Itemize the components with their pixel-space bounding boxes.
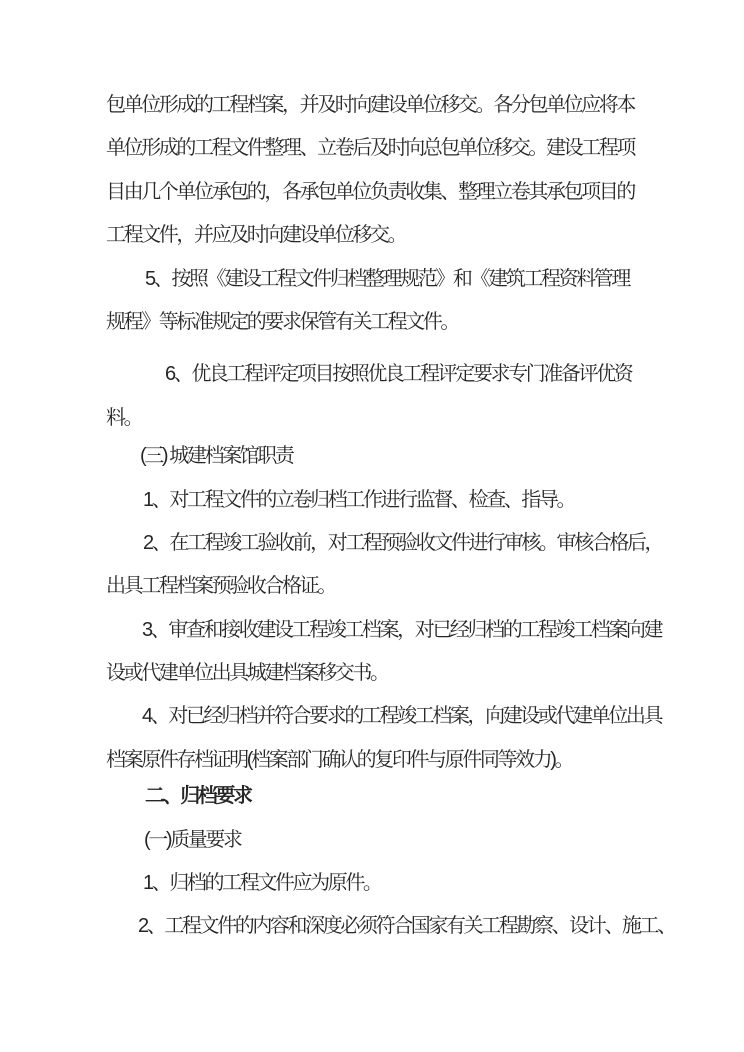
text-line: (一)质量要求 [144, 828, 241, 851]
document-text-block [106, 84, 675, 949]
text-line: 工程文件，并应及时向建设单位移交。 [106, 224, 406, 247]
text-line: 4、对已经归档并符合要求的工程竣工档案，向建设或代建单位出具 [142, 705, 662, 728]
text-line: 档案原件存档证明(档案部门确认的复印件与原件同等效力)。 [106, 748, 573, 771]
text-line: 1、对工程文件的立卷归档工作进行监督、检查、指导。 [143, 488, 575, 511]
numbered-item-6 [106, 353, 640, 440]
text-line: 2、在工程竣工验收前，对工程预验收文件进行审核。审核合格后， [143, 531, 663, 554]
numbered-item-quality-1 [106, 862, 640, 905]
text-line: 2、工程文件的内容和深度必须符合国家有关工程勘察、设计、施工、 [138, 915, 675, 938]
text-line: 1、归档的工程文件应为原件。 [143, 872, 381, 895]
numbered-item-4 [106, 695, 662, 782]
numbered-item-3 [106, 609, 662, 696]
sub-heading-quality-requirements [106, 819, 640, 862]
text-line: 包单位形成的工程档案，并及时向建设单位移交。各分包单位应将本 [106, 94, 634, 116]
text-line: 6、优良工程评定项目按照优良工程评定要求专门准备评优资 [165, 363, 632, 386]
paragraph-continuation [106, 84, 640, 258]
numbered-item-quality-2 [106, 905, 675, 948]
text-line: 5、按照《建设工程文件归档整理规范》和《建筑工程资料管理 [145, 267, 629, 290]
section-heading-text: 二、归档要求 [145, 785, 251, 808]
text-line: 3、审查和接收建设工程竣工档案，对已经归档的工程竣工档案向建 [142, 618, 662, 641]
numbered-item-5 [106, 258, 640, 345]
numbered-item-2 [106, 522, 663, 609]
text-line: 单位形成的工程文件整理、立卷后及时向总包单位移交。建设工程项 [106, 137, 634, 160]
text-line: 规程》等标准规定的要求保管有关工程文件。 [106, 310, 458, 333]
text-line: 料。 [106, 406, 142, 429]
numbered-item-1 [106, 479, 640, 522]
text-line: (三) 城建档案馆职责 [140, 445, 293, 468]
sub-heading-archive-office-duties [106, 435, 640, 478]
text-line: 目由几个单位承包的，各承包单位负责收集、整理立卷其承包项目的 [106, 180, 634, 203]
text-line: 出具工程档案预验收合格证。 [106, 575, 335, 598]
text-line: 设或代建单位出具城建档案移交书。 [106, 662, 388, 685]
